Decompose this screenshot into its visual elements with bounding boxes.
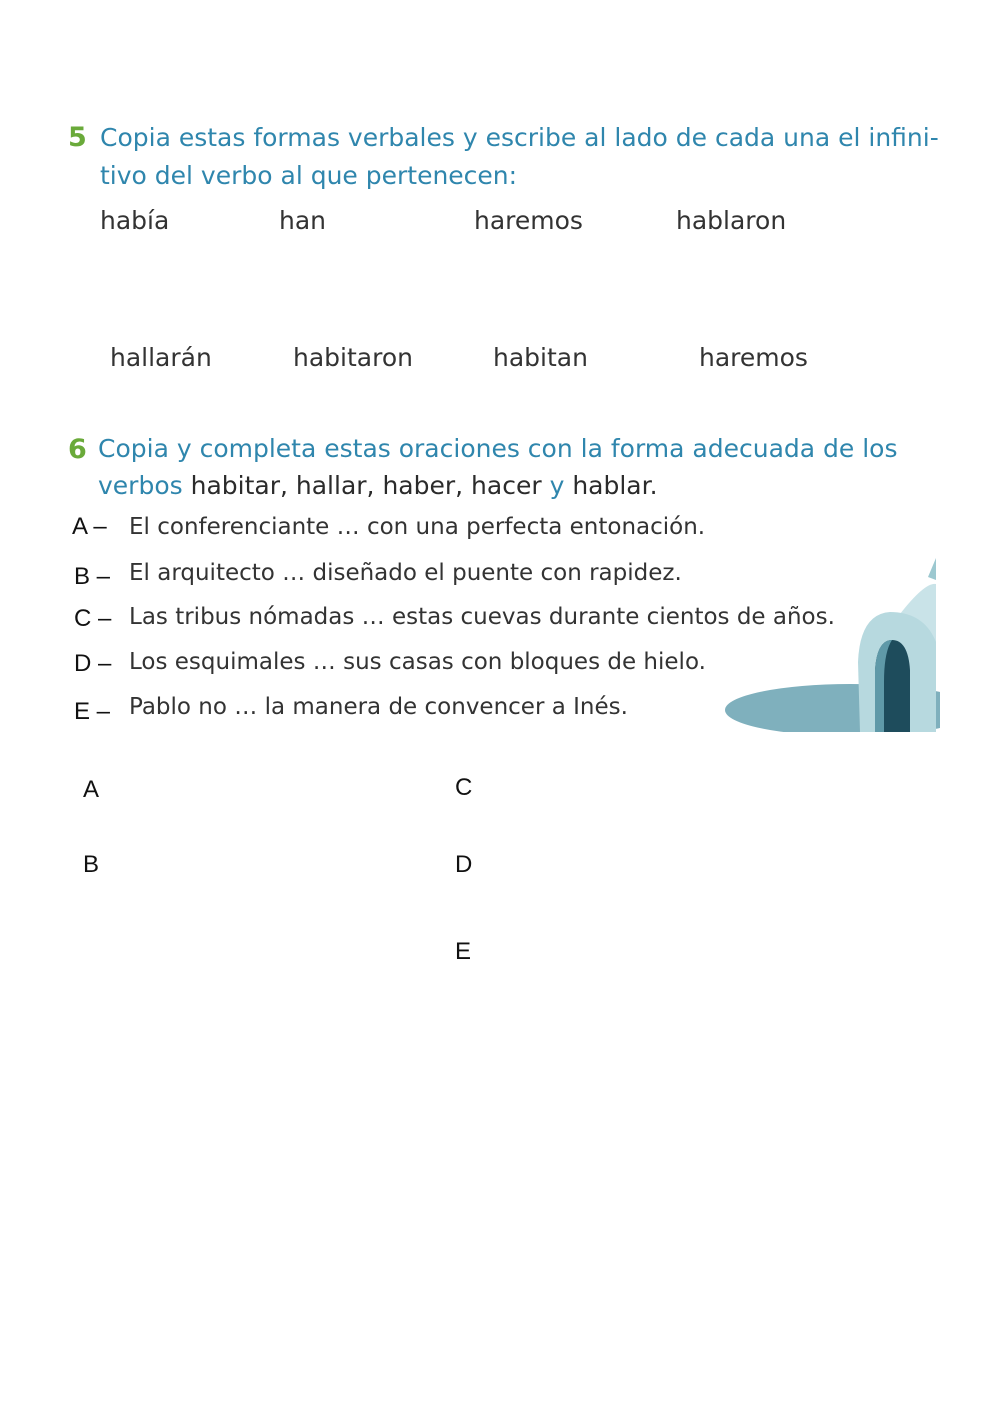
- answer-label-c: C: [455, 774, 473, 801]
- item-letter-b: B –: [74, 563, 111, 590]
- verb-word: haremos: [699, 343, 808, 372]
- igloo-top-piece: [928, 558, 936, 580]
- item-letter-c: C –: [74, 605, 112, 632]
- exercise-5-instruction-line2: tivo del verbo al que pertenecen:: [100, 161, 518, 190]
- answer-label-e: E: [455, 938, 472, 965]
- conjunction: y: [549, 471, 565, 500]
- verb-option: hallar,: [295, 471, 375, 500]
- verb-word: han: [279, 206, 327, 235]
- answer-label-b: B: [83, 851, 100, 878]
- item-letter-e: E –: [74, 698, 111, 725]
- item-letter-d: D –: [74, 650, 112, 677]
- igloo-illustration: [700, 552, 940, 742]
- exercise-6-number: 6: [68, 434, 87, 465]
- instruction-prefix: verbos: [98, 471, 183, 500]
- verb-option: haber,: [382, 471, 464, 500]
- verb-word: había: [100, 206, 170, 235]
- verb-word: habitan: [493, 343, 588, 372]
- item-sentence-e: Pablo no … la manera de convencer a Inés.: [129, 694, 628, 720]
- item-sentence-b: El arquitecto … diseñado el puente con rapidez.: [129, 560, 682, 586]
- verb-word: hablaron: [676, 206, 787, 235]
- verb-word: habitaron: [293, 343, 413, 372]
- verb-word: haremos: [474, 206, 583, 235]
- answer-label-d: D: [455, 851, 473, 878]
- item-sentence-a: El conferenciante … con una perfecta entonación.: [129, 514, 706, 540]
- verb-word: hallarán: [110, 343, 212, 372]
- exercise-6-instruction-line1: Copia y completa estas oraciones con la forma adecuada de los: [98, 434, 898, 463]
- item-sentence-d: Los esquimales … sus casas con bloques de hielo.: [129, 649, 706, 675]
- verb-option: hablar.: [572, 471, 658, 500]
- exercise-5-number: 5: [68, 122, 87, 153]
- item-sentence-c: Las tribus nómadas … estas cuevas durante cientos de años.: [129, 604, 835, 630]
- verb-option: hacer: [471, 471, 542, 500]
- exercise-5-instruction-line1: Copia estas formas verbales y escribe al lado de cada una el infini-: [100, 123, 939, 152]
- answer-label-a: A: [83, 776, 100, 803]
- exercise-6-instruction-line2: [98, 471, 658, 500]
- item-letter-a: A –: [72, 513, 107, 540]
- verb-option: habitar,: [190, 471, 288, 500]
